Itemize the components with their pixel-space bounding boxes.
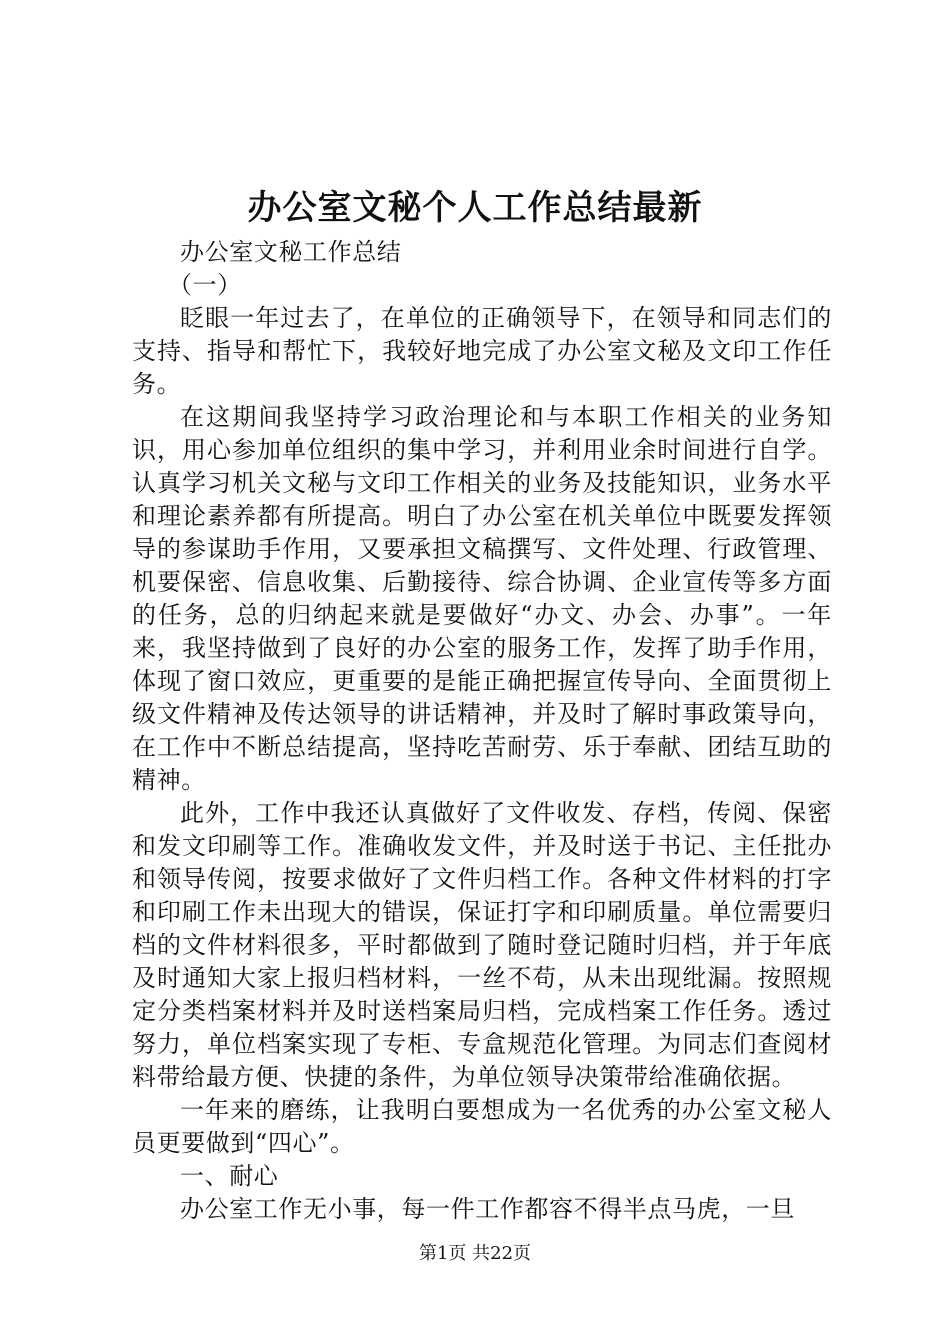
section-heading: 一、耐心 bbox=[180, 1162, 279, 1190]
body-paragraph: 一年来的磨练，让我明白要想成为一名优秀的办公室文秘人员更要做到“四心”。 bbox=[132, 1096, 832, 1157]
subtitle-line: 办公室文秘工作总结 bbox=[180, 238, 402, 266]
body-paragraph: 眨眼一年过去了，在单位的正确领导下，在领导和同志们的支持、指导和帮忙下，我较好地完成了办公室文秘及文印工作任务。 bbox=[132, 304, 832, 398]
document-title: 办公室文秘个人工作总结最新 bbox=[247, 188, 703, 228]
document-body bbox=[132, 236, 832, 1226]
body-paragraph: 办公室工作无小事，每一件工作都容不得半点马虎，一旦 bbox=[180, 1195, 795, 1223]
page-number: 第1页 共22页 bbox=[418, 1243, 532, 1264]
body-paragraph: 在这期间我坚持学习政治理论和与本职工作相关的业务知识，用心参加单位组织的集中学习，并利用业余时间进行自学。认真学习机关文秘与文印工作相关的业务及技能知识，业务水平和理论素养都有所提高。明白了办公室在机关单位中既要发挥领导的参谋助手作用，又要承担文稿撰写、文件处理、行政管理、机要保密、信息收集、后勤接待、综合协调、企业宣传等多方面的任务，总的归纳起来就是要做好“办文、办会、办事”。一年来，我坚持做到了良好的办公室的服务工作，发挥了助手作用，体现了窗口效应，更重要的是能正确把握宣传导向、全面贯彻上级文件精神及传达领导的讲话精神，并及时了解时事政策导向，在工作中不断总结提高，坚持吃苦耐劳、乐于奉献、团结互助的精神。 bbox=[132, 403, 832, 794]
section-marker: （一） bbox=[168, 271, 242, 299]
body-paragraph: 此外，工作中我还认真做好了文件收发、存档，传阅、保密和发文印刷等工作。准确收发文件，并及时送于书记、主任批办和领导传阅，按要求做好了文件归档工作。各种文件材料的打字和印刷工作未出现大的错误，保证打字和印刷质量。单位需要归档的文件材料很多，平时都做到了随时登记随时归档，并于年底及时通知大家上报归档材料，一丝不苟，从未出现纰漏。按照规定分类档案材料并及时送档案局归档，完成档案工作任务。透过努力，单位档案实现了专柜、专盒规范化管理。为同志们查阅材料带给最方便、快捷的条件，为单位领导决策带给准确依据。 bbox=[132, 799, 832, 1091]
